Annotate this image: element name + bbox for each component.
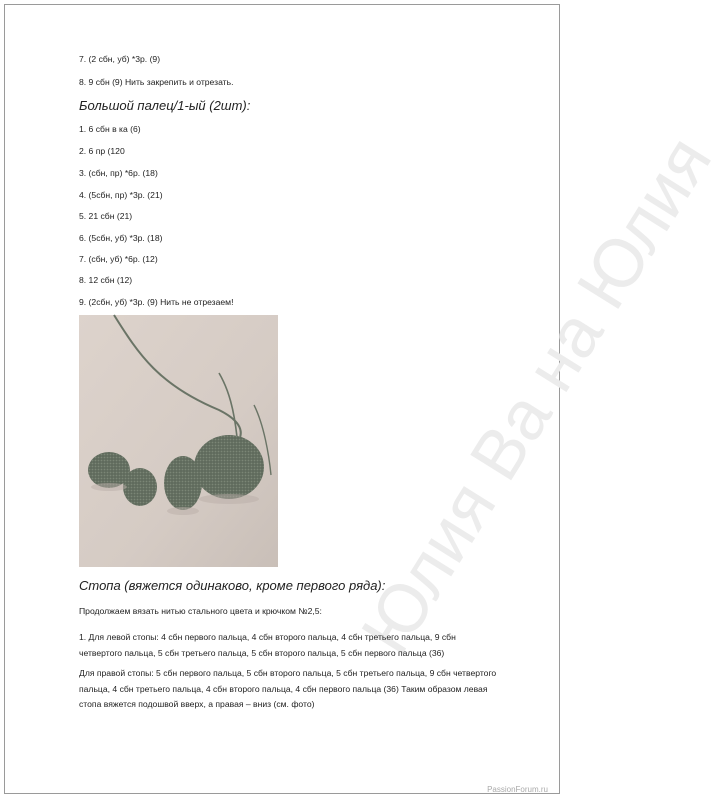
pattern-step: 4. (5сбн, пр) *3р. (21) xyxy=(79,190,163,200)
pattern-line: 8. 9 сбн (9) Нить закрепить и отрезать. xyxy=(79,77,234,87)
intro-text: Продолжаем вязать нитью стального цвета и крючком №2,5: xyxy=(79,606,322,616)
pattern-step: 8. 12 сбн (12) xyxy=(79,275,133,285)
pattern-step: 2. 6 пр (120 xyxy=(79,146,125,156)
pattern-step: 6. (5сбн, уб) *3р. (18) xyxy=(79,233,163,243)
crochet-toes-photo xyxy=(79,315,278,567)
pattern-step: 1. 6 сбн в ка (6) xyxy=(79,124,141,134)
left-foot-instructions: 1. Для левой стопы: 4 сбн первого пальца, 4 сбн второго пальца, 4 сбн третьего пальца, 9 сбн четвертого пальца, 5 сбн третьего пальца, 5 сбн второго пальца, 5 сбн первого пальца (36) xyxy=(79,632,456,658)
pattern-step: 9. (2сбн, уб) *3р. (9) Нить не отрезаем! xyxy=(79,297,234,307)
site-footer: PassionForum.ru xyxy=(487,785,548,794)
watermark: Юлия Ва на Юлия xyxy=(346,123,727,667)
pattern-step: 5. 21 сбн (21) xyxy=(79,211,133,221)
section-heading: Большой палец/1-ый (2шт): xyxy=(79,98,251,113)
right-foot-instructions: Для правой стопы: 5 сбн первого пальца, 5 сбн второго пальца, 5 сбн третьего пальца, 9 сбн четвертого пальца, 4 сбн третьего пальца, 4 сбн второго пальца, 4 сбн первого пальца (36) Таким образом левая стопа вяжется подошвой вверх, а правая – вниз (см. фото) xyxy=(79,668,497,709)
pattern-line: 7. (2 сбн, уб) *3р. (9) xyxy=(79,54,161,64)
pattern-step: 7. (сбн, уб) *6р. (12) xyxy=(79,254,158,264)
pattern-step: 3. (сбн, пр) *6р. (18) xyxy=(79,168,158,178)
section-heading: Стопа (вяжется одинаково, кроме первого ряда): xyxy=(79,578,386,593)
